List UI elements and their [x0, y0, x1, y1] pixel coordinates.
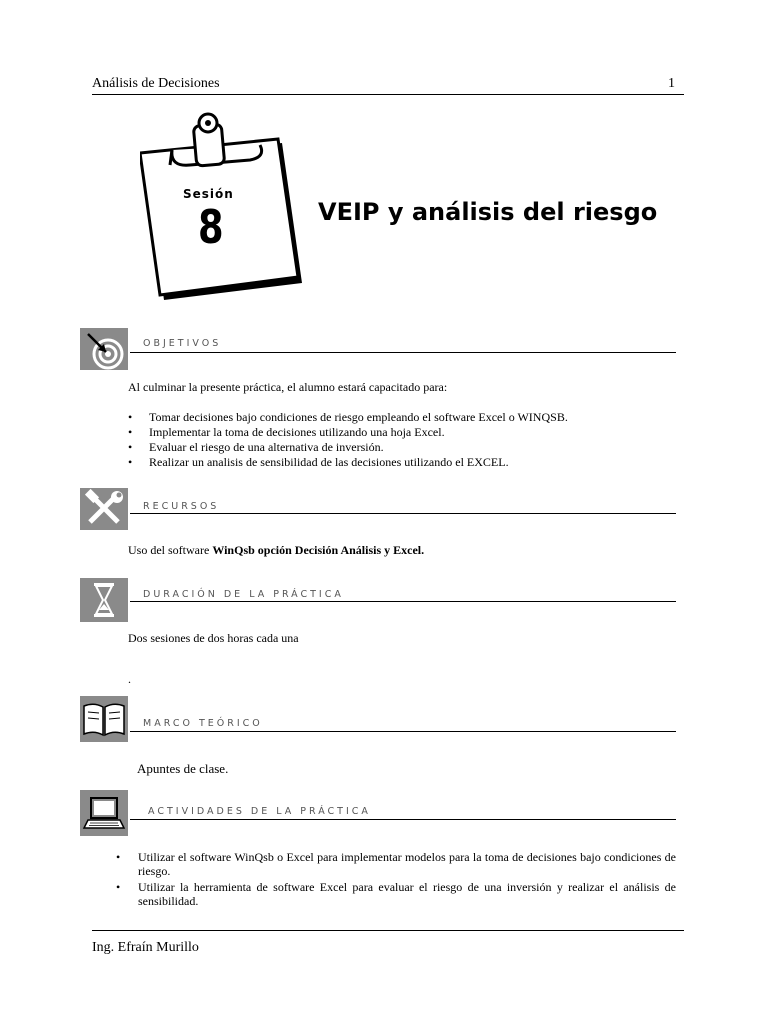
actividades-divider: [130, 819, 676, 820]
marco-divider: [130, 731, 676, 732]
list-item: • Implementar la toma de decisiones utilizando una hoja Excel.: [128, 425, 568, 440]
page-title: VEIP y análisis del riesgo: [318, 198, 658, 226]
book-icon: [80, 696, 128, 742]
objetivos-intro: Al culminar la presente práctica, el alumno estará capacitado para:: [128, 380, 448, 394]
duracion-text: Dos sesiones de dos horas cada una: [128, 631, 299, 645]
duracion-dot: .: [128, 672, 131, 686]
list-item: • Utilizar la herramienta de software Excel para evaluar el riesgo de una inversión y realizar el análisis de sensibilidad.: [116, 880, 676, 908]
recursos-text-prefix: Uso del software: [128, 543, 213, 557]
objetivos-list: [128, 410, 568, 470]
objetivos-heading: OBJETIVOS: [143, 338, 222, 349]
duracion-heading: DURACIÓN DE LA PRÁCTICA: [143, 589, 344, 600]
list-item: • Tomar decisiones bajo condiciones de riesgo empleando el software Excel o WINQSB.: [128, 410, 568, 425]
laptop-icon: [80, 790, 128, 836]
list-item: • Realizar un analisis de sensibilidad de las decisiones utilizando el EXCEL.: [128, 455, 568, 470]
target-icon: [80, 328, 128, 370]
recursos-text: [128, 543, 424, 558]
footer-author: Ing. Efraín Murillo: [92, 940, 199, 955]
page-number: 1: [668, 76, 675, 91]
recursos-text-bold: WinQsb opción Decisión Análisis y Excel.: [212, 543, 425, 557]
footer-divider: [92, 930, 684, 931]
actividades-list: [116, 850, 676, 910]
tools-icon: [80, 488, 128, 530]
header-divider: [92, 94, 684, 95]
hourglass-icon: [80, 578, 128, 622]
recursos-heading: RECURSOS: [143, 501, 220, 512]
recursos-divider: [130, 513, 676, 514]
list-item: • Evaluar el riesgo de una alternativa de inversión.: [128, 440, 568, 455]
duracion-divider: [130, 601, 676, 602]
session-label: Sesión: [183, 187, 234, 201]
header-title: Análisis de Decisiones: [92, 76, 220, 91]
session-number: 8: [198, 200, 224, 254]
actividades-heading: ACTIVIDADES DE LA PRÁCTICA: [148, 806, 371, 817]
objetivos-divider: [130, 352, 676, 353]
clipboard-icon: [140, 105, 310, 305]
list-item: • Utilizar el software WinQsb o Excel para implementar modelos para la toma de decisiones bajo condiciones de riesgo.: [116, 850, 676, 878]
marco-heading: MARCO TEÓRICO: [143, 718, 263, 729]
marco-text: Apuntes de clase.: [137, 761, 229, 776]
